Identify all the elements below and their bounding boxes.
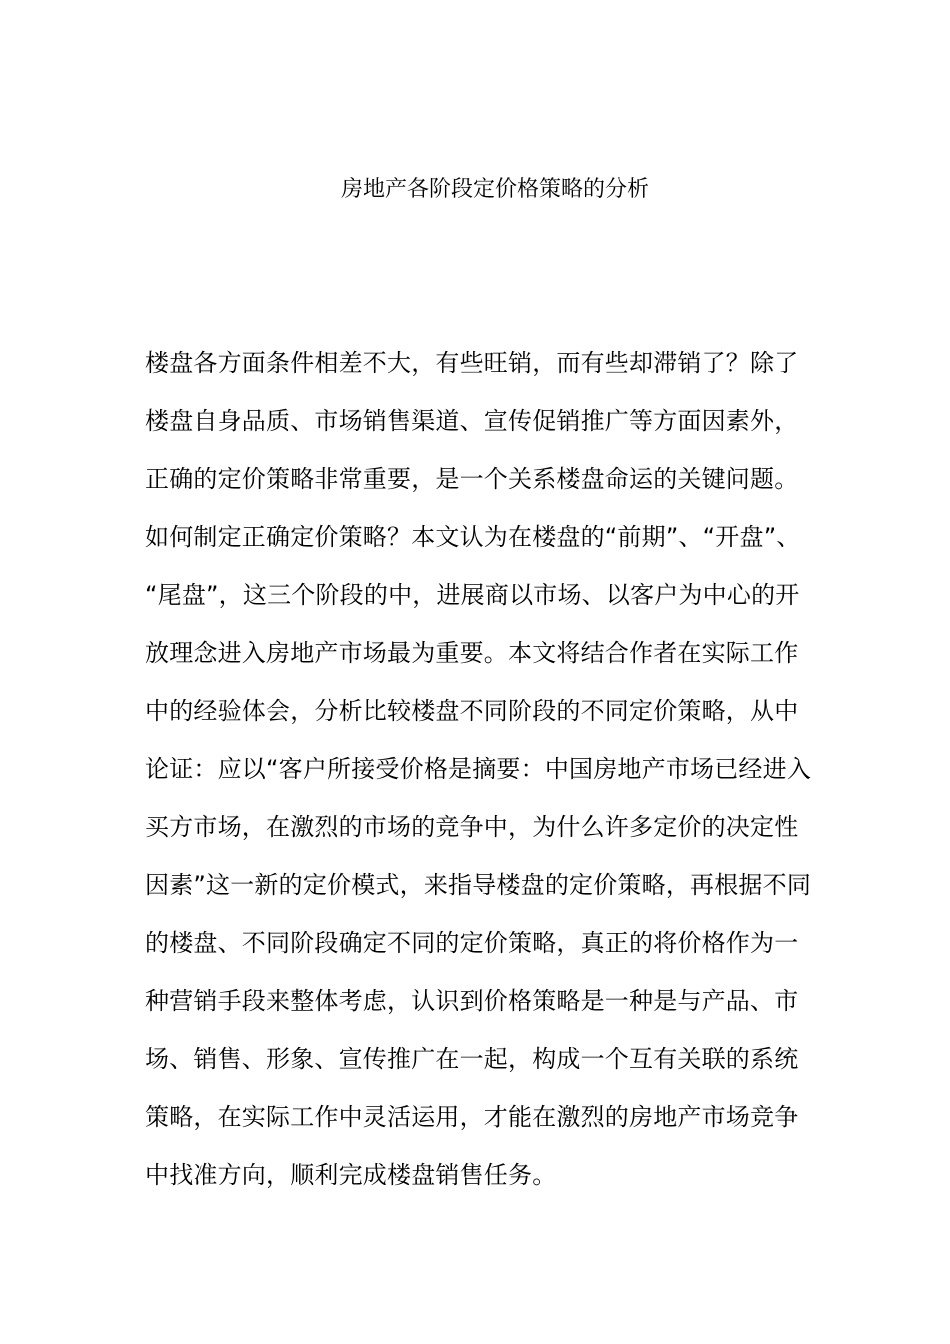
paragraph-line: 中找准方向，顺利完成楼盘销售任务。 [145, 1161, 557, 1189]
paragraph-line: 买方市场，在激烈的市场的竞争中，为什么许多定价的决定性 [145, 813, 799, 841]
paragraph-line: 中的经验体会，分析比较楼盘不同阶段的不同定价策略，从中 [145, 697, 799, 725]
paragraph-line: 的楼盘、不同阶段确定不同的定价策略，真正的将价格作为一 [145, 929, 799, 957]
paragraph-line: 策略，在实际工作中灵活运用，才能在激烈的房地产市场竞争 [145, 1103, 799, 1131]
paragraph-line: 因素”这一新的定价模式，来指导楼盘的定价策略，再根据不同 [145, 871, 812, 899]
paragraph-line: 种营销手段来整体考虑，认识到价格策略是一种是与产品、市 [145, 987, 799, 1015]
paragraph-line: 楼盘各方面条件相差不大，有些旺销，而有些却滞销了？除了 [145, 349, 799, 377]
paragraph-line: 放理念进入房地产市场最为重要。本文将结合作者在实际工作 [145, 639, 799, 667]
paragraph-line: 正确的定价策略非常重要，是一个关系楼盘命运的关键问题。 [145, 465, 799, 493]
paragraph-line: 场、销售、形象、宣传推广在一起，构成一个互有关联的系统 [145, 1045, 799, 1073]
document-title: 房地产各阶段定价格策略的分析 [340, 177, 649, 202]
paragraph-line: 论证：应以“客户所接受价格是摘要：中国房地产市场已经进入 [145, 755, 812, 783]
paragraph-line: 楼盘自身品质、市场销售渠道、宣传促销推广等方面因素外， [145, 407, 799, 435]
paragraph-line: 如何制定正确定价策略？本文认为在楼盘的“前期”、“开盘”、 [145, 523, 801, 551]
paragraph-line: “尾盘”，这三个阶段的中，进展商以市场、以客户为中心的开 [145, 581, 800, 609]
body-paragraph [145, 345, 850, 1215]
